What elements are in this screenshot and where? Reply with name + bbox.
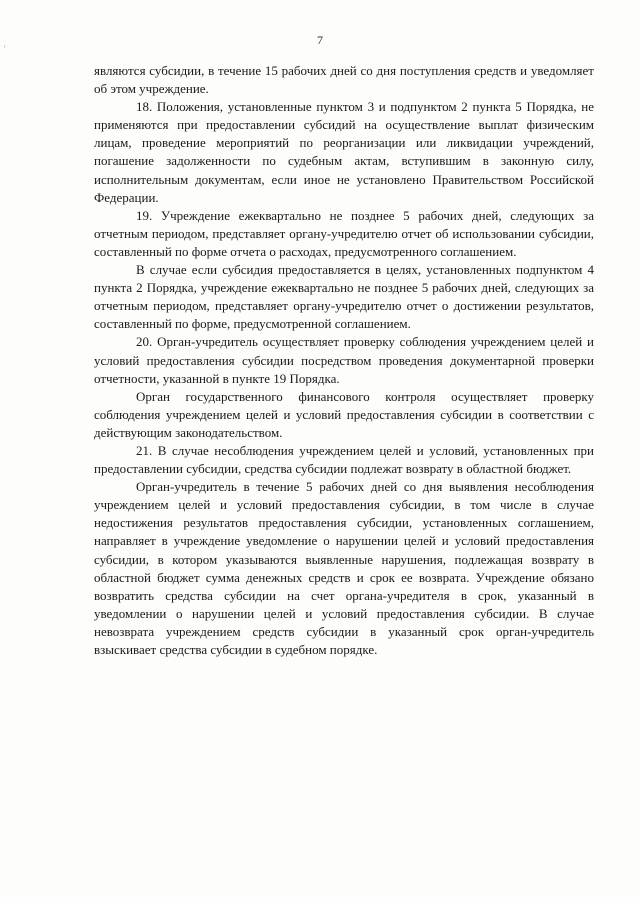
paragraph-item-20: 20. Орган-учредитель осуществляет проверку соблюдения учреждением целей и условий предоставления субсидии посредством проведения документарной проверки отчетности, указанной в пункте 19 Порядка. xyxy=(94,334,594,386)
paragraph-item-19: 19. Учреждение ежеквартально не позднее 5 рабочих дней, следующих за отчетным периодом, представляет органу-учредителю отчет об использовании субсидии, составленный по форме отчета о расходах, предусмотренного соглашением. xyxy=(94,207,594,259)
margin-mark: ' xyxy=(4,44,6,54)
page-number: 7 xyxy=(317,33,323,47)
paragraph-20-supplement: Орган государственного финансового контроля осуществляет проверку соблюдения учреждением целей и условий предоставления субсидии в соответствии с действующим законодательством. xyxy=(94,388,594,440)
paragraph-19-supplement: В случае если субсидия предоставляется в целях, установленных подпунктом 4 пункта 2 Порядка, учреждение ежеквартально не позднее 5 рабочих дней, следующих за отчетным периодом, представляет органу-учредителю отчет о достижении результатов, составленный по форме, предусмотренной соглашением. xyxy=(94,262,594,332)
paragraph-continuation: являются субсидии, в течение 15 рабочих дней со дня поступления средств и уведомляет об этом учреждение. xyxy=(94,63,594,97)
paragraph-item-18: 18. Положения, установленные пунктом 3 и подпунктом 2 пункта 5 Порядка, не применяются при предоставлении субсидий на осуществление выплат физическим лицам, проведение мероприятий по реорганизации или ликвидации учреждений, погашение задолженности по судебным актам, вступившим в законную силу, исполнительным документам, если иное не установлено Правительством Российской Федерации. xyxy=(94,99,594,205)
paragraph-item-21: 21. В случае несоблюдения учреждением целей и условий, установленных при предоставлении субсидии, средства субсидии подлежат возврату в областной бюджет. xyxy=(94,442,594,477)
paragraph-21-supplement: Орган-учредитель в течение 5 рабочих дней со дня выявления несоблюдения учреждением целей и условий предоставления субсидии, в том числе в случае недостижения результатов предоставления субсидии, установленных соглашением, направляет в учреждение уведомление о нарушении целей и условий предоставления субсидии, в котором указываются выявленные нарушения, подлежащая возврату в областной бюджет сумма денежных средств и срок ее возврата. Учреждение обязано возвратить средства субсидии на счет органа-учредителя в срок, указанный в уведомлении о нарушении целей и условий предоставления субсидии. В случае невозврата учреждением средств субсидии в указанный срок орган-учредитель взыскивает средства субсидии в судебном порядке. xyxy=(94,479,594,657)
document-body xyxy=(94,62,594,659)
